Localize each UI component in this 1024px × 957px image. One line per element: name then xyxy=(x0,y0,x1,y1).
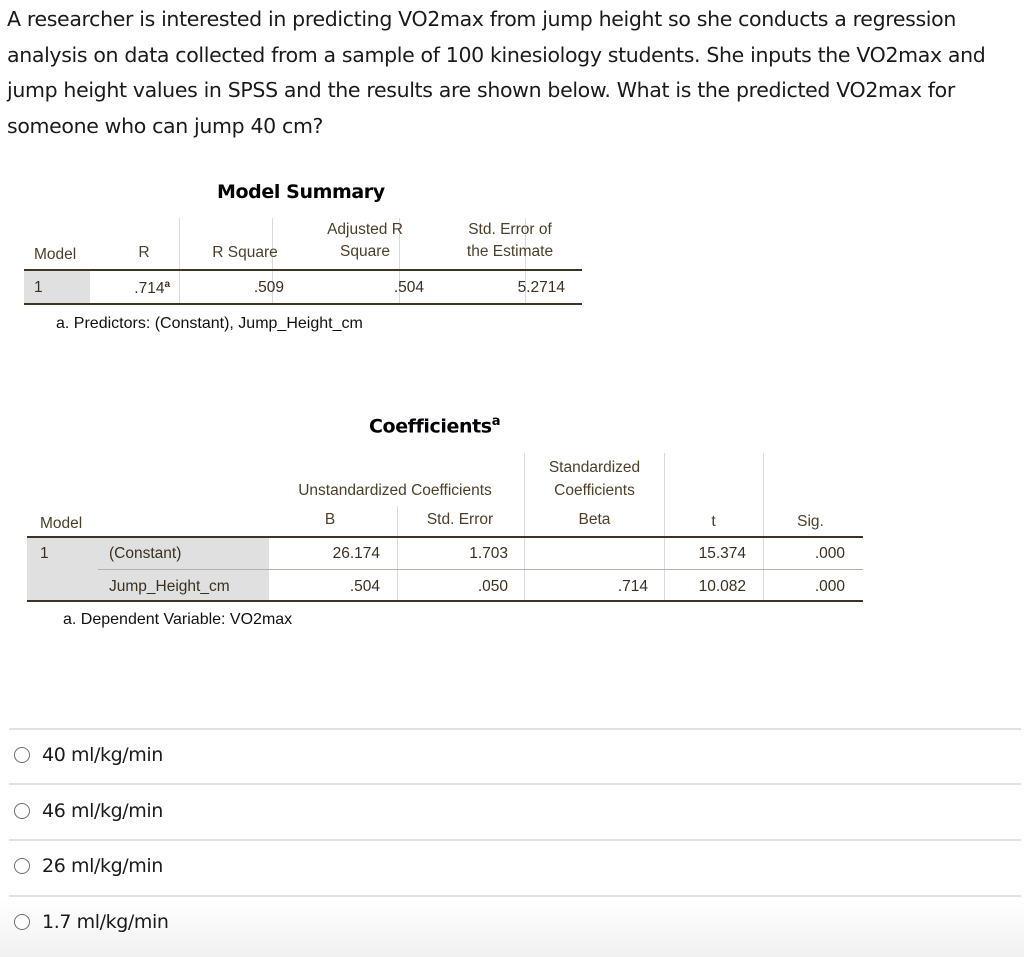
cell-b: .504 xyxy=(349,578,380,595)
answer-option-46[interactable] xyxy=(14,796,163,826)
option-label: 40 ml/kg/min xyxy=(42,744,163,766)
option-label: 46 ml/kg/min xyxy=(42,800,163,822)
option-label: 1.7 ml/kg/min xyxy=(42,911,169,933)
header-beta: Beta xyxy=(578,511,611,528)
radio-button[interactable] xyxy=(14,747,30,763)
header-model: Model xyxy=(40,515,83,532)
answer-option-26[interactable] xyxy=(14,851,163,881)
answer-option-40[interactable] xyxy=(14,740,163,770)
coefficients-footnote: a. Dependent Variable: VO2max xyxy=(63,611,293,628)
header-rule xyxy=(24,269,582,271)
radio-button[interactable] xyxy=(14,858,30,874)
header-unstandardized: Unstandardized Coefficients xyxy=(298,482,492,499)
option-divider xyxy=(9,839,1021,841)
cell-model: 1 xyxy=(34,279,43,296)
cell-t: 15.374 xyxy=(698,545,746,562)
cell-std-error: .050 xyxy=(477,578,508,595)
cell-r-value: .714 xyxy=(134,280,165,298)
answer-option-1-7[interactable] xyxy=(14,907,169,937)
cell-t: 10.082 xyxy=(698,578,746,595)
cell-r-square: .509 xyxy=(253,279,284,296)
cell-predictor: (Constant) xyxy=(109,545,182,562)
header-std-error-line2: the Estimate xyxy=(466,243,554,260)
cell-adj-r-square: .504 xyxy=(393,279,424,296)
cell-std-error: 5.2714 xyxy=(517,279,565,296)
radio-button[interactable] xyxy=(14,914,30,930)
question-text: A researcher is interested in predicting VO2max from jump height so she conducts a regression analysis on data collected from a sample of 100 kinesiology students. She inputs the VO2max and jump height values in SPSS and the results are shown below. What is the predicted VO2max for someone who can jump 40 cm? xyxy=(7,7,986,138)
option-label: 26 ml/kg/min xyxy=(42,855,163,877)
footer-rule xyxy=(27,600,863,602)
model-summary-footnote: a. Predictors: (Constant), Jump_Height_cm xyxy=(56,315,363,332)
radio-button[interactable] xyxy=(14,803,30,819)
cell-std-error: 1.703 xyxy=(469,545,508,562)
column-divider xyxy=(397,506,398,602)
header-std-error-line1: Std. Error of xyxy=(468,221,552,238)
row-divider xyxy=(98,569,863,570)
footer-rule xyxy=(24,303,582,305)
header-t: t xyxy=(711,513,716,530)
header-model: Model xyxy=(34,246,77,263)
header-sig: Sig. xyxy=(797,513,824,530)
header-r: R xyxy=(138,244,150,261)
option-divider xyxy=(9,783,1021,785)
option-divider xyxy=(9,728,1021,730)
coefficients-title xyxy=(369,414,500,437)
cell-beta: .714 xyxy=(617,578,648,595)
column-divider xyxy=(179,218,180,305)
model-summary-title: Model Summary xyxy=(217,181,385,203)
coefficients-title-text: Coefficients xyxy=(369,415,492,438)
cell-r-footnote-marker: a xyxy=(164,279,170,290)
header-b: B xyxy=(324,511,336,528)
header-standardized-line1: Standardized xyxy=(548,459,641,476)
cell-model-number: 1 xyxy=(40,545,49,562)
cell-r xyxy=(110,279,170,298)
cell-sig: .000 xyxy=(814,578,845,595)
header-standardized-line2: Coefficients xyxy=(554,482,635,499)
cell-sig: .000 xyxy=(814,545,845,562)
cell-predictor: Jump_Height_cm xyxy=(109,578,230,595)
cell-b: 26.174 xyxy=(332,545,380,562)
header-adj-r-square-line1: Adjusted R xyxy=(327,221,403,238)
option-divider xyxy=(9,895,1021,897)
coefficients-footnote-marker: a xyxy=(491,414,501,429)
header-adj-r-square-line2: Square xyxy=(340,243,390,260)
header-std-error: Std. Error xyxy=(426,511,494,528)
header-r-square: R Square xyxy=(212,244,278,261)
